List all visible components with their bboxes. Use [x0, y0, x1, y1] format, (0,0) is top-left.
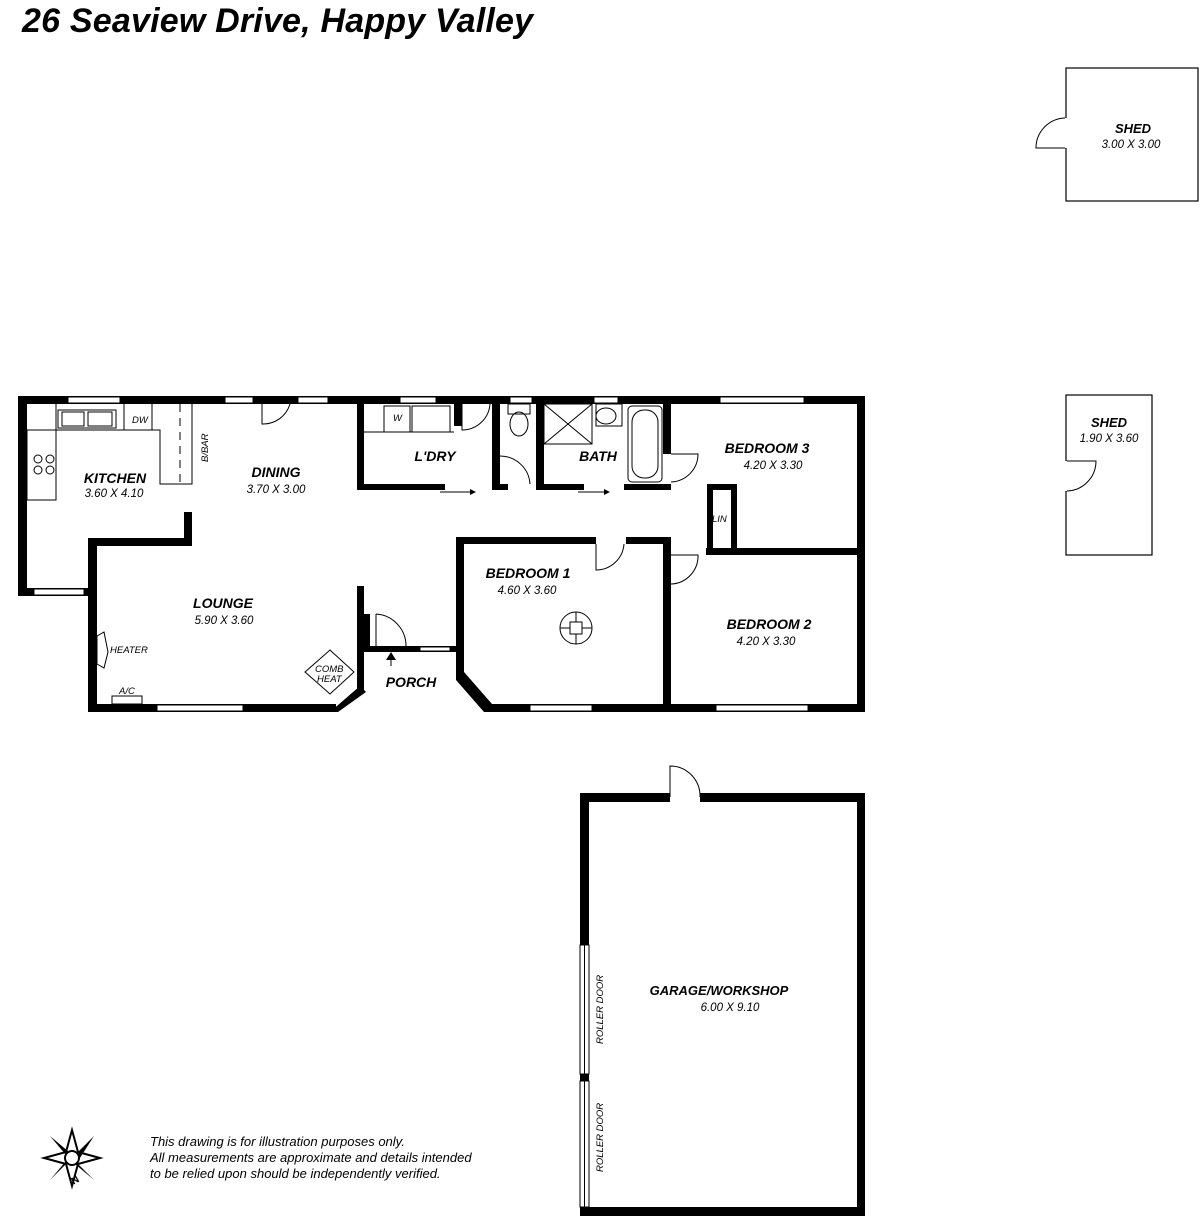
shed-2-dims: 1.90 X 3.60 [1079, 433, 1139, 445]
room-name-bath: BATH [579, 448, 617, 464]
garage-dims: 6.00 X 9.10 [700, 1002, 760, 1014]
shed-1-dims: 3.00 X 3.00 [1101, 139, 1161, 151]
room-dims-bedroom-3: 4.20 X 3.30 [743, 460, 803, 472]
room-dims-lounge: 5.90 X 3.60 [194, 615, 254, 627]
room-name-bedroom-2: BEDROOM 2 [726, 616, 812, 632]
dishwasher-label: DW [132, 415, 148, 426]
shed-1 [1036, 68, 1198, 201]
comb-heat-label-1: COMB [315, 664, 344, 675]
comb-heat-label-2: HEAT [317, 674, 342, 685]
room-labels [84, 440, 812, 690]
roller-door-label-2: ROLLER DOOR [595, 1102, 606, 1172]
shed-2 [1066, 395, 1152, 555]
disclaimer-line-1: This drawing is for illustration purposes only. [150, 1134, 405, 1149]
room-dims-bedroom-2: 4.20 X 3.30 [736, 636, 796, 648]
room-dims-bedroom-1: 4.60 X 3.60 [497, 585, 557, 597]
windows [34, 397, 808, 711]
room-name-bedroom-1: BEDROOM 1 [485, 565, 571, 581]
linen-label: LIN [712, 514, 727, 525]
roller-door-label-1: ROLLER DOOR [595, 974, 606, 1044]
disclaimer-line-2: All measurements are approximate and details intended [150, 1150, 472, 1165]
garage [580, 766, 865, 1216]
breakfast-bar-label: B/BAR [200, 433, 211, 462]
ac-label: A/C [119, 686, 135, 697]
door-swings [262, 404, 698, 648]
room-name-lounge: LOUNGE [193, 595, 253, 611]
disclaimer [150, 1134, 472, 1182]
lounge-fixtures [97, 612, 592, 704]
room-name-dining: DINING [251, 464, 301, 480]
wet-area-fixtures [364, 404, 662, 482]
shed-1-name: SHED [1114, 121, 1152, 136]
room-dims-dining: 3.70 X 3.00 [246, 484, 306, 496]
washer-label: W [393, 413, 402, 424]
page-title: 26 Seaview Drive, Happy Valley [22, 2, 534, 40]
shed-2-name: SHED [1090, 415, 1128, 430]
svg-text:N: N [69, 1174, 82, 1188]
room-name-kitchen: KITCHEN [83, 470, 147, 486]
garage-name: GARAGE/WORKSHOP [649, 983, 789, 998]
heater-label: HEATER [110, 645, 148, 656]
room-dims-kitchen: 3.60 X 4.10 [84, 488, 144, 500]
disclaimer-line-3: to be relied upon should be independently verified. [150, 1166, 441, 1181]
room-name-bedroom-3: BEDROOM 3 [724, 440, 810, 456]
room-name-porch: PORCH [385, 674, 437, 690]
room-name-laundry: L'DRY [414, 448, 456, 464]
compass-star-icon [44, 1130, 100, 1187]
